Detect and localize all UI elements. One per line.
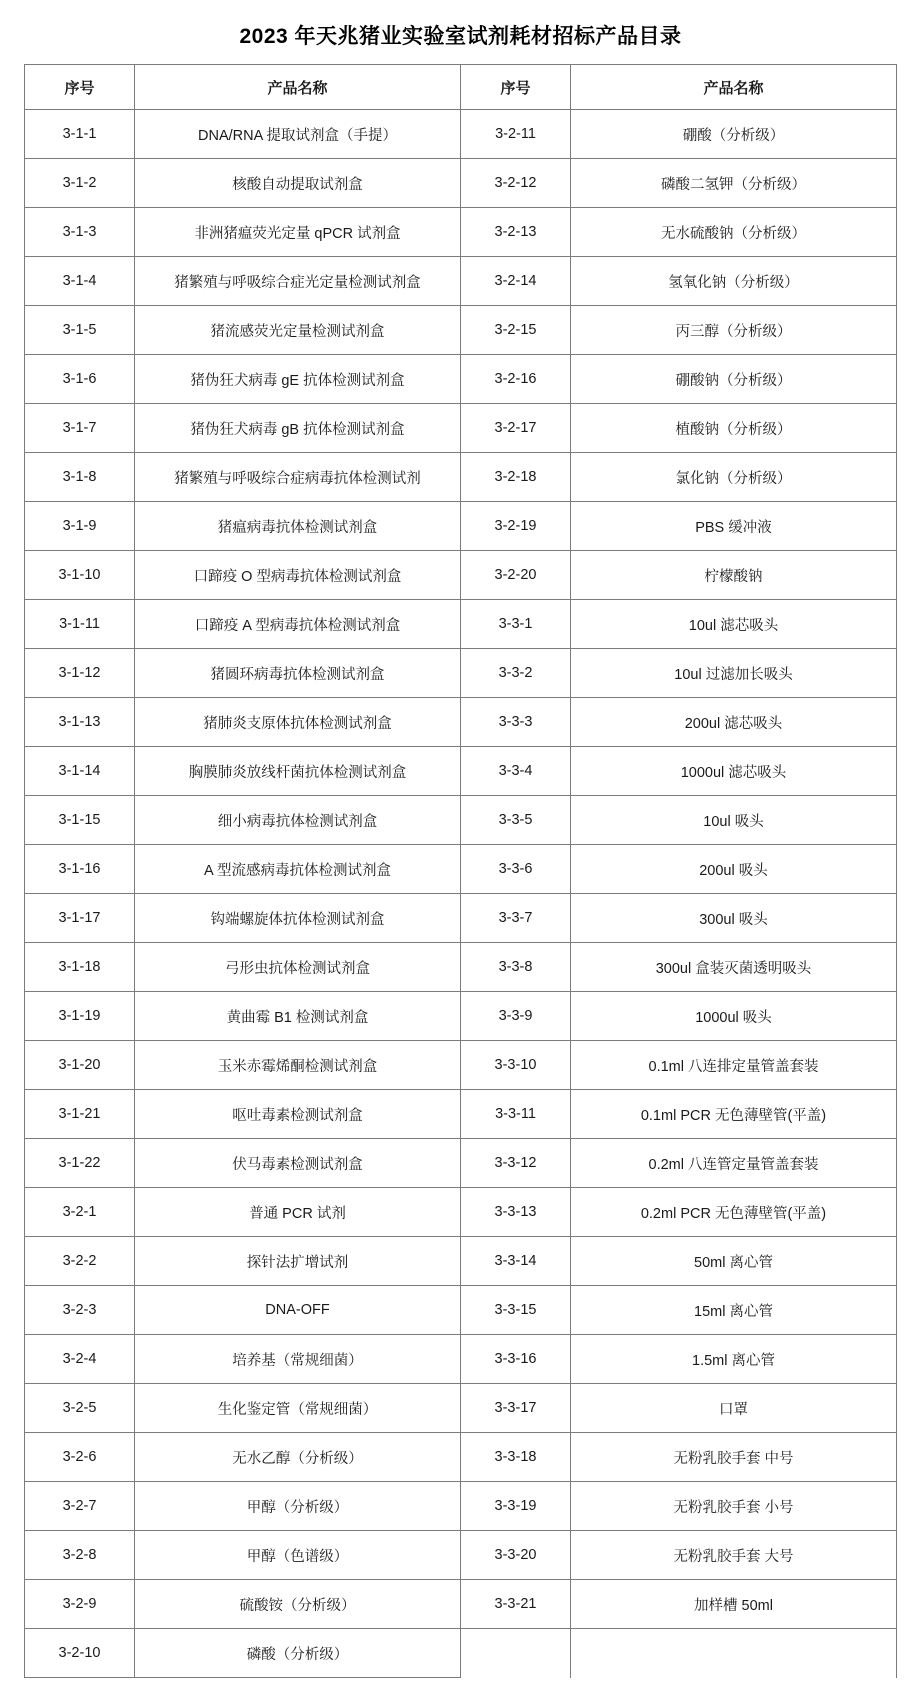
cell-code-left: 3-1-21	[25, 1090, 135, 1139]
cell-code-left: 3-1-22	[25, 1139, 135, 1188]
cell-name-right: 1.5ml 离心管	[571, 1335, 897, 1384]
cell-name-right: 氢氧化钠（分析级）	[571, 257, 897, 306]
cell-code-left: 3-1-3	[25, 208, 135, 257]
table-row	[25, 1188, 897, 1237]
table-row	[25, 894, 897, 943]
cell-name-left: A 型流感病毒抗体检测试剂盒	[135, 845, 461, 894]
table-row	[25, 698, 897, 747]
cell-code-right: 3-3-13	[461, 1188, 571, 1237]
cell-name-right: 磷酸二氢钾（分析级）	[571, 159, 897, 208]
table-row	[25, 1580, 897, 1629]
table-row	[25, 845, 897, 894]
cell-name-right: 无水硫酸钠（分析级）	[571, 208, 897, 257]
cell-code-right: 3-3-10	[461, 1041, 571, 1090]
cell-name-left: 非洲猪瘟荧光定量 qPCR 试剂盒	[135, 208, 461, 257]
cell-code-left: 3-1-10	[25, 551, 135, 600]
cell-name-right: 200ul 吸头	[571, 845, 897, 894]
cell-code-right: 3-3-16	[461, 1335, 571, 1384]
cell-code-left: 3-1-1	[25, 110, 135, 159]
cell-name-left: 呕吐毒素检测试剂盒	[135, 1090, 461, 1139]
table-header-row	[25, 65, 897, 110]
cell-name-left: 培养基（常规细菌）	[135, 1335, 461, 1384]
table-row	[25, 649, 897, 698]
cell-name-left: 细小病毒抗体检测试剂盒	[135, 796, 461, 845]
table-row	[25, 110, 897, 159]
cell-code-right: 3-2-18	[461, 453, 571, 502]
cell-name-right: 10ul 吸头	[571, 796, 897, 845]
cell-code-left: 3-1-7	[25, 404, 135, 453]
cell-name-left: 黄曲霉 B1 检测试剂盒	[135, 992, 461, 1041]
cell-name-left: 猪瘟病毒抗体检测试剂盒	[135, 502, 461, 551]
table-row	[25, 208, 897, 257]
cell-name-right: 300ul 盒装灭菌透明吸头	[571, 943, 897, 992]
table-row	[25, 1139, 897, 1188]
table-header	[25, 65, 897, 110]
cell-name-left: 钩端螺旋体抗体检测试剂盒	[135, 894, 461, 943]
cell-name-left: 甲醇（分析级）	[135, 1482, 461, 1531]
column-header-name-left: 产品名称	[135, 65, 461, 110]
cell-code-right: 3-3-7	[461, 894, 571, 943]
cell-name-left: 口蹄疫 A 型病毒抗体检测试剂盒	[135, 600, 461, 649]
cell-name-left: 硫酸铵（分析级）	[135, 1580, 461, 1629]
cell-name-right: 氯化钠（分析级）	[571, 453, 897, 502]
cell-name-left: DNA/RNA 提取试剂盒（手提）	[135, 110, 461, 159]
cell-code-right: 3-2-19	[461, 502, 571, 551]
cell-name-left: 无水乙醇（分析级）	[135, 1433, 461, 1482]
column-header-code-right: 序号	[461, 65, 571, 110]
cell-code-right: 3-3-2	[461, 649, 571, 698]
cell-code-right: 3-3-4	[461, 747, 571, 796]
cell-name-right: 植酸钠（分析级）	[571, 404, 897, 453]
table-row	[25, 1090, 897, 1139]
cell-name-right: 200ul 滤芯吸头	[571, 698, 897, 747]
cell-code-right: 3-3-5	[461, 796, 571, 845]
cell-code-right: 3-2-13	[461, 208, 571, 257]
table-row	[25, 453, 897, 502]
cell-code-left: 3-2-10	[25, 1629, 135, 1678]
cell-code-left: 3-1-20	[25, 1041, 135, 1090]
cell-name-left: 探针法扩增试剂	[135, 1237, 461, 1286]
cell-code-right: 3-3-14	[461, 1237, 571, 1286]
cell-name-right: 1000ul 吸头	[571, 992, 897, 1041]
cell-name-left: 猪繁殖与呼吸综合症病毒抗体检测试剂	[135, 453, 461, 502]
cell-code-right: 3-2-15	[461, 306, 571, 355]
table-row	[25, 1531, 897, 1580]
cell-name-left: 普通 PCR 试剂	[135, 1188, 461, 1237]
cell-name-right: 无粉乳胶手套 中号	[571, 1433, 897, 1482]
cell-code-right: 3-3-21	[461, 1580, 571, 1629]
cell-code-right: 3-3-19	[461, 1482, 571, 1531]
cell-code-left: 3-1-18	[25, 943, 135, 992]
table-row	[25, 1335, 897, 1384]
table-row	[25, 1482, 897, 1531]
cell-name-right: 柠檬酸钠	[571, 551, 897, 600]
cell-code-left: 3-1-12	[25, 649, 135, 698]
column-header-name-right: 产品名称	[571, 65, 897, 110]
cell-code-right: 3-2-16	[461, 355, 571, 404]
cell-code-left: 3-2-2	[25, 1237, 135, 1286]
cell-code-right: 3-3-15	[461, 1286, 571, 1335]
cell-code-left: 3-2-1	[25, 1188, 135, 1237]
cell-code-left: 3-2-9	[25, 1580, 135, 1629]
cell-name-right: 50ml 离心管	[571, 1237, 897, 1286]
cell-code-left: 3-1-4	[25, 257, 135, 306]
cell-name-left: 弓形虫抗体检测试剂盒	[135, 943, 461, 992]
table-row	[25, 1237, 897, 1286]
table-row	[25, 943, 897, 992]
table-body	[25, 110, 897, 1678]
cell-code-left: 3-1-5	[25, 306, 135, 355]
cell-code-left: 3-1-8	[25, 453, 135, 502]
cell-name-right: 0.2ml PCR 无色薄壁管(平盖)	[571, 1188, 897, 1237]
cell-code-left: 3-1-6	[25, 355, 135, 404]
cell-name-right: 无粉乳胶手套 大号	[571, 1531, 897, 1580]
cell-name-right: 0.2ml 八连管定量管盖套装	[571, 1139, 897, 1188]
cell-name-left: 磷酸（分析级）	[135, 1629, 461, 1678]
cell-code-left: 3-1-9	[25, 502, 135, 551]
cell-name-right: 无粉乳胶手套 小号	[571, 1482, 897, 1531]
cell-name-left: 伏马毒素检测试剂盒	[135, 1139, 461, 1188]
cell-code-right: 3-3-9	[461, 992, 571, 1041]
cell-name-left: 胸膜肺炎放线杆菌抗体检测试剂盒	[135, 747, 461, 796]
cell-code-right	[461, 1629, 571, 1678]
cell-name-left: 猪圆环病毒抗体检测试剂盒	[135, 649, 461, 698]
table-row	[25, 992, 897, 1041]
column-header-code-left: 序号	[25, 65, 135, 110]
table-row	[25, 257, 897, 306]
cell-code-left: 3-2-3	[25, 1286, 135, 1335]
cell-name-left: 猪伪狂犬病毒 gE 抗体检测试剂盒	[135, 355, 461, 404]
cell-name-left: 猪繁殖与呼吸综合症光定量检测试剂盒	[135, 257, 461, 306]
table-row	[25, 355, 897, 404]
table-row	[25, 1433, 897, 1482]
cell-name-right: 1000ul 滤芯吸头	[571, 747, 897, 796]
cell-name-left: 玉米赤霉烯酮检测试剂盒	[135, 1041, 461, 1090]
table-row	[25, 404, 897, 453]
table-row	[25, 551, 897, 600]
cell-code-left: 3-1-16	[25, 845, 135, 894]
cell-code-right: 3-3-18	[461, 1433, 571, 1482]
cell-code-right: 3-3-20	[461, 1531, 571, 1580]
cell-name-right: 0.1ml 八连排定量管盖套装	[571, 1041, 897, 1090]
cell-code-right: 3-3-17	[461, 1384, 571, 1433]
cell-code-left: 3-2-8	[25, 1531, 135, 1580]
cell-name-right: 丙三醇（分析级）	[571, 306, 897, 355]
cell-code-left: 3-1-2	[25, 159, 135, 208]
cell-code-right: 3-2-12	[461, 159, 571, 208]
cell-name-right: PBS 缓冲液	[571, 502, 897, 551]
cell-code-right: 3-3-3	[461, 698, 571, 747]
cell-code-left: 3-2-4	[25, 1335, 135, 1384]
cell-code-left: 3-1-11	[25, 600, 135, 649]
cell-name-right: 10ul 滤芯吸头	[571, 600, 897, 649]
table-row	[25, 1041, 897, 1090]
cell-name-right: 口罩	[571, 1384, 897, 1433]
cell-code-left: 3-1-17	[25, 894, 135, 943]
cell-name-left: 核酸自动提取试剂盒	[135, 159, 461, 208]
cell-name-left: 生化鉴定管（常规细菌）	[135, 1384, 461, 1433]
cell-code-left: 3-2-6	[25, 1433, 135, 1482]
cell-name-right: 硼酸钠（分析级）	[571, 355, 897, 404]
cell-name-right: 硼酸（分析级）	[571, 110, 897, 159]
cell-name-left: 口蹄疫 O 型病毒抗体检测试剂盒	[135, 551, 461, 600]
cell-name-left: 甲醇（色谱级）	[135, 1531, 461, 1580]
table-row	[25, 796, 897, 845]
cell-name-right: 10ul 过滤加长吸头	[571, 649, 897, 698]
cell-name-right: 0.1ml PCR 无色薄壁管(平盖)	[571, 1090, 897, 1139]
table-row	[25, 747, 897, 796]
cell-name-right	[571, 1629, 897, 1678]
cell-code-right: 3-2-17	[461, 404, 571, 453]
table-row	[25, 306, 897, 355]
cell-code-left: 3-1-15	[25, 796, 135, 845]
cell-code-right: 3-3-6	[461, 845, 571, 894]
cell-code-right: 3-3-11	[461, 1090, 571, 1139]
cell-code-left: 3-2-5	[25, 1384, 135, 1433]
cell-code-right: 3-2-11	[461, 110, 571, 159]
page-title: 2023 年天兆猪业实验室试剂耗材招标产品目录	[239, 25, 682, 48]
table-row	[25, 1286, 897, 1335]
cell-code-right: 3-3-12	[461, 1139, 571, 1188]
table-row	[25, 1629, 897, 1678]
cell-code-left: 3-2-7	[25, 1482, 135, 1531]
table-row	[25, 159, 897, 208]
cell-code-right: 3-3-8	[461, 943, 571, 992]
cell-code-right: 3-2-20	[461, 551, 571, 600]
table-row	[25, 600, 897, 649]
cell-name-left: 猪肺炎支原体抗体检测试剂盒	[135, 698, 461, 747]
cell-code-right: 3-2-14	[461, 257, 571, 306]
cell-name-left: 猪伪狂犬病毒 gB 抗体检测试剂盒	[135, 404, 461, 453]
cell-name-left: DNA-OFF	[135, 1286, 461, 1335]
cell-code-left: 3-1-13	[25, 698, 135, 747]
table-row	[25, 502, 897, 551]
cell-name-left: 猪流感荧光定量检测试剂盒	[135, 306, 461, 355]
cell-code-left: 3-1-14	[25, 747, 135, 796]
cell-code-left: 3-1-19	[25, 992, 135, 1041]
table-row	[25, 1384, 897, 1433]
product-catalog-table	[24, 64, 897, 1678]
cell-name-right: 加样槽 50ml	[571, 1580, 897, 1629]
cell-name-right: 300ul 吸头	[571, 894, 897, 943]
cell-code-right: 3-3-1	[461, 600, 571, 649]
cell-name-right: 15ml 离心管	[571, 1286, 897, 1335]
